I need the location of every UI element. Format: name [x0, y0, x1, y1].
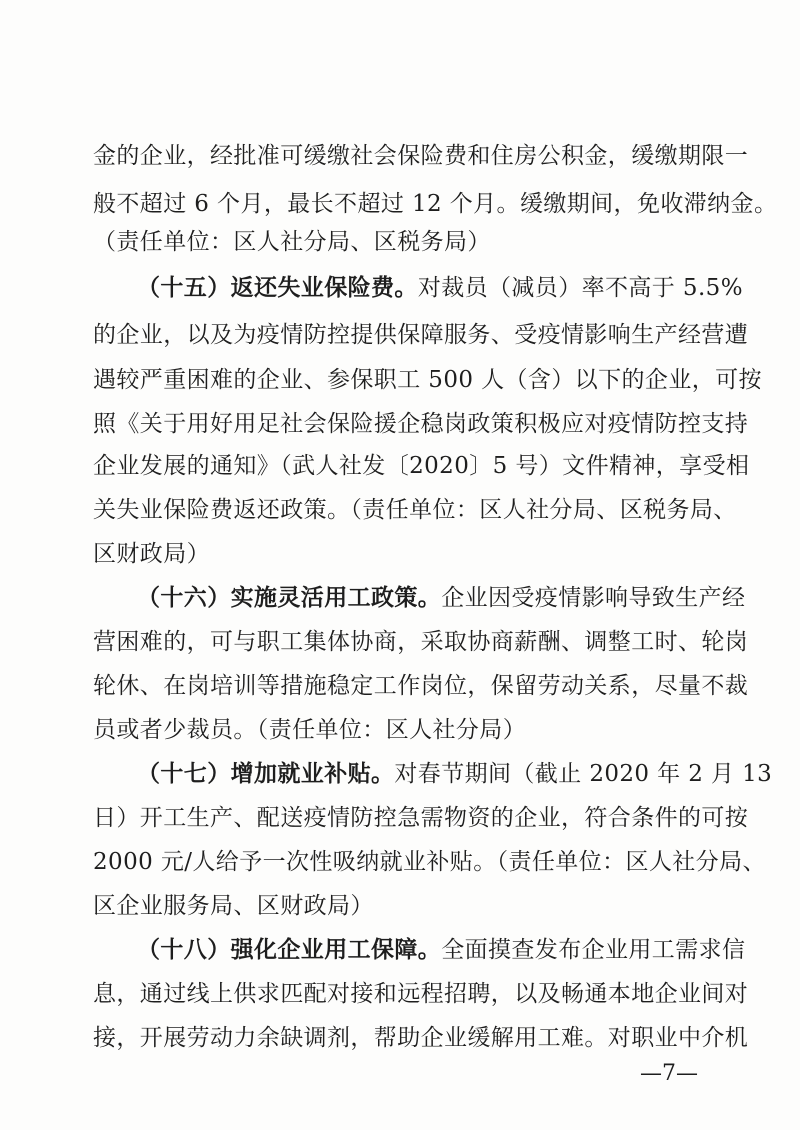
paragraph-18-first-line: （十八）强化企业用工保障。全面摸查发布企业用工需求信 — [137, 937, 746, 963]
paragraph-16-first-line: （十六）实施灵活用工政策。企业因受疫情影响导致生产经 — [137, 585, 746, 611]
page-number: —7— — [640, 1061, 698, 1086]
text-line: 接，开展劳动力余缺调剂，帮助企业缓解用工难。对职业中介机 — [93, 1025, 749, 1051]
text-line: 区企业服务局、区财政局） — [93, 893, 374, 919]
text-line: 照《关于用好用足社会保险援企稳岗政策积极应对疫情防控支持 — [93, 411, 749, 437]
text-line: 员或者少裁员。（责任单位：区人社分局） — [93, 717, 527, 743]
text-line: 金的企业，经批准可缓缴社会保险费和住房公积金，缓缴期限一 — [93, 143, 749, 169]
text-line: 2000 元/人给予一次性吸纳就业补贴。（责任单位：区人社分局、 — [93, 849, 766, 875]
text-line: 区财政局） — [93, 541, 210, 567]
text-line: 日）开工生产、配送疫情防控急需物资的企业，符合条件的可按 — [93, 805, 749, 831]
text-line: （责任单位：区人社分局、区税务局） — [93, 229, 491, 255]
text-line: 息，通过线上供求匹配对接和远程招聘，以及畅通本地企业间对 — [93, 981, 749, 1007]
paragraph-15-first-line: （十五）返还失业保险费。对裁员（减员）率不高于 5.5% — [137, 275, 743, 301]
paragraph-17-first-line: （十七）增加就业补贴。对春节期间（截止 2020 年 2 月 13 — [137, 761, 773, 787]
text-line: 企业发展的通知》（武人社发〔2020〕5 号）文件精神，享受相 — [93, 453, 750, 479]
text-line: 的企业，以及为疫情防控提供保障服务、受疫情影响生产经营遭 — [93, 322, 749, 348]
text-line: 营困难的，可与职工集体协商，采取协商薪酬、调整工时、轮岗 — [93, 629, 749, 655]
text-line: 般不超过 6 个月，最长不超过 12 个月。缓缴期间，免收滞纳金。 — [93, 191, 778, 217]
text-line: 轮休、在岗培训等措施稳定工作岗位，保留劳动关系，尽量不裁 — [93, 673, 749, 699]
text-line: 关失业保险费返还政策。（责任单位：区人社分局、区税务局、 — [93, 497, 737, 523]
text-line: 遇较严重困难的企业、参保职工 500 人（含）以下的企业，可按 — [93, 367, 762, 393]
